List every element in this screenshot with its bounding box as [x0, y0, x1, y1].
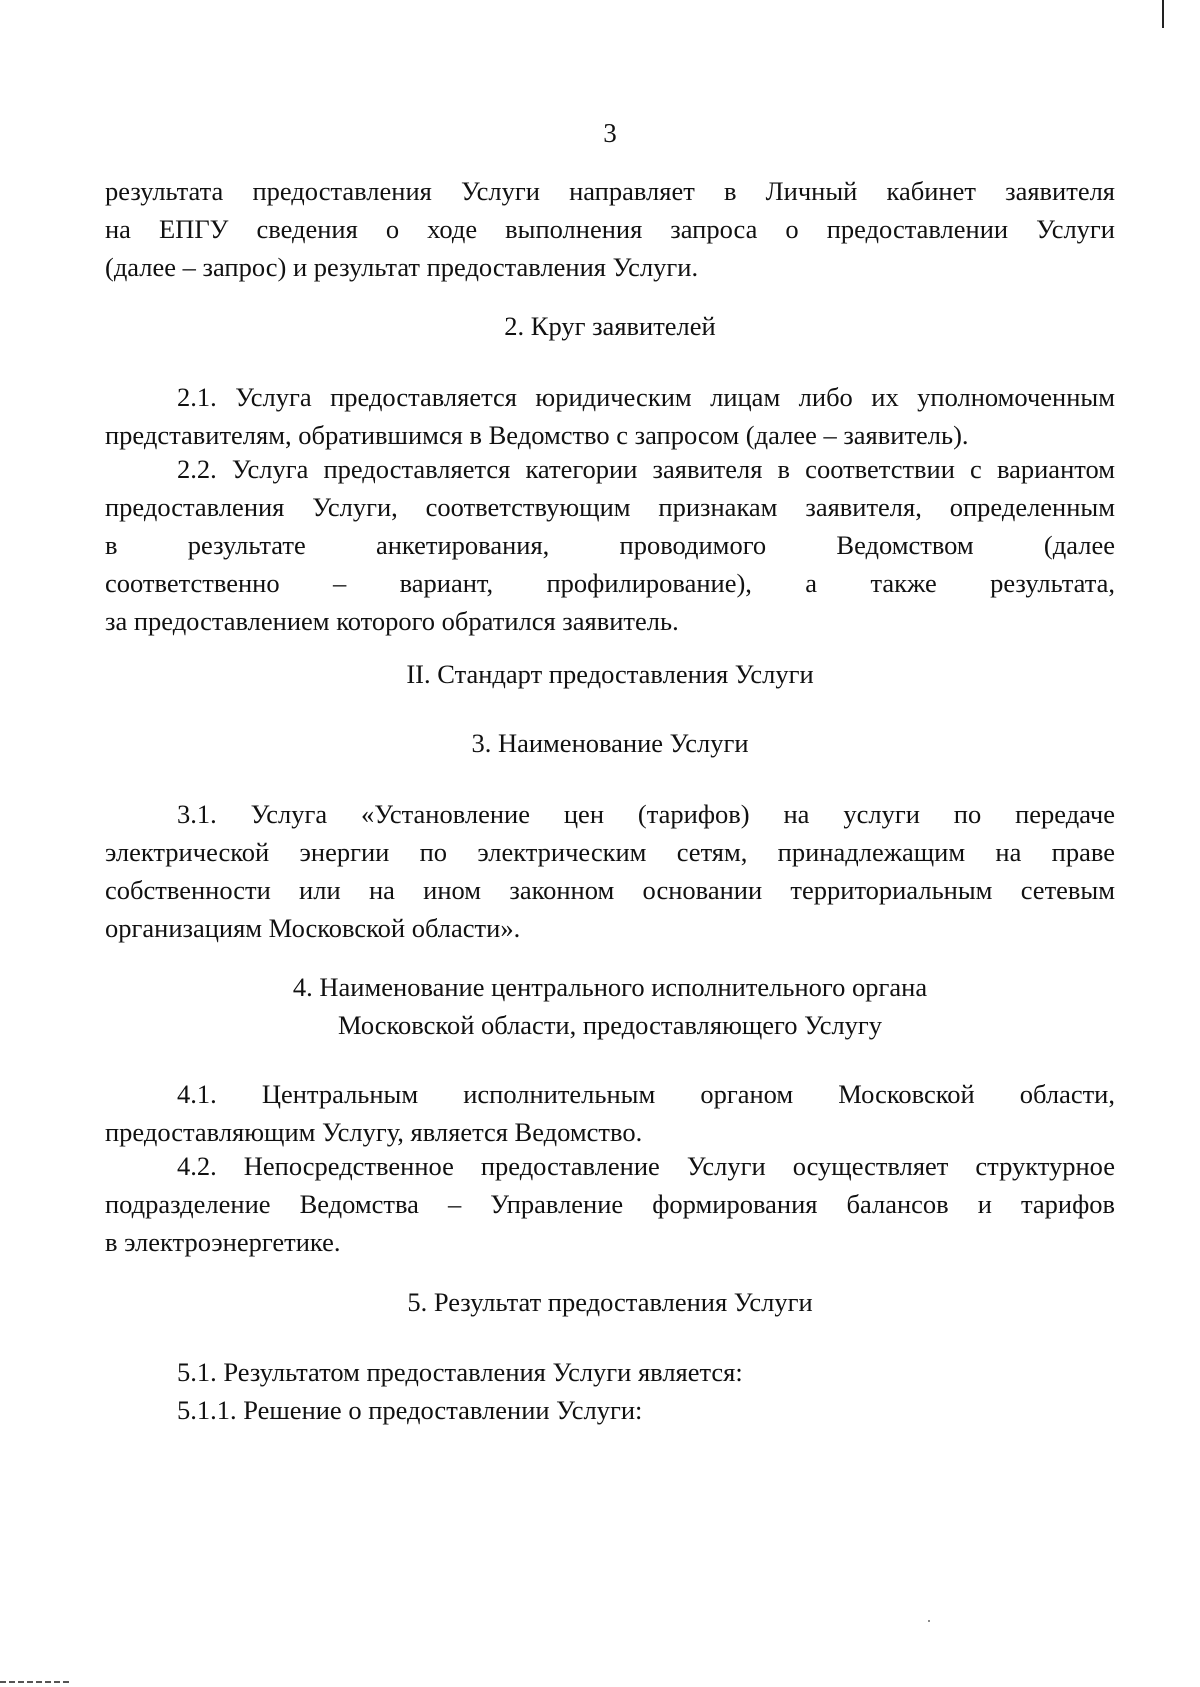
scan-dot [928, 1620, 930, 1622]
paragraph-2-1 [105, 378, 1115, 454]
text-line: 3.1. Услуга «Установление цен (тарифов) на услуги по передаче [177, 799, 1115, 829]
text-line: организациям Московской области». [105, 913, 521, 943]
section-5-heading: 5. Результат предоставления Услуги [407, 1287, 813, 1317]
text-line: 2.2. Услуга предоставляется категории заявителя в соответствии с вариантом [177, 454, 1115, 484]
text-line: (далее – запрос) и результат предоставления Услуги. [105, 252, 699, 282]
text-line: предоставляющим Услугу, является Ведомство. [105, 1117, 643, 1147]
paragraph-5-1 [105, 1353, 1115, 1429]
section-2-heading: 2. Круг заявителей [504, 311, 716, 341]
scan-edge-line [1162, 0, 1164, 28]
scan-bottom-mark [0, 1681, 72, 1683]
text-line: соответственно – вариант, профилирование), а также результата, [105, 568, 1115, 598]
paragraph-2-2 [105, 450, 1115, 640]
part-2-heading: II. Стандарт предоставления Услуги [406, 659, 814, 689]
section-4-heading: 4. Наименование центрального исполнительного органа Московской области, предоставляющего Услугу [292, 972, 928, 1040]
text-line: на ЕПГУ сведения о ходе выполнения запроса о предоставлении Услуги [105, 214, 1115, 244]
text-line: предоставления Услуги, соответствующим признакам заявителя, определенным [105, 492, 1115, 522]
text-line: 2.1. Услуга предоставляется юридическим лицам либо их уполномоченным [177, 382, 1115, 412]
text-line: за предоставлением которого обратился заявитель. [105, 606, 679, 636]
text-line: в электроэнергетике. [105, 1227, 341, 1257]
intro-paragraph [105, 172, 1115, 286]
text-line: электрической энергии по электрическим сетям, принадлежащим на праве [105, 837, 1115, 867]
text-line: 5.1. Результатом предоставления Услуги является: [177, 1357, 743, 1387]
text-line: 4.2. Непосредственное предоставление Услуги осуществляет структурное [177, 1151, 1115, 1181]
paragraph-4-1 [105, 1075, 1115, 1151]
page-number: 3 [603, 118, 617, 148]
text-line: результата предоставления Услуги направляет в Личный кабинет заявителя [105, 176, 1115, 206]
text-line: 5.1.1. Решение о предоставлении Услуги: [177, 1395, 643, 1425]
text-line: 4.1. Центральным исполнительным органом Московской области, [177, 1079, 1115, 1109]
paragraph-3-1 [105, 795, 1115, 947]
text-line: собственности или на ином законном основании территориальным сетевым [105, 875, 1115, 905]
text-line: в результате анкетирования, проводимого Ведомством (далее [105, 530, 1115, 560]
section-3-heading: 3. Наименование Услуги [471, 728, 749, 758]
text-line: подразделение Ведомства – Управление формирования балансов и тарифов [105, 1189, 1115, 1219]
paragraph-4-2 [105, 1147, 1115, 1261]
text-line: представителям, обратившимся в Ведомство с запросом (далее – заявитель). [105, 420, 969, 450]
